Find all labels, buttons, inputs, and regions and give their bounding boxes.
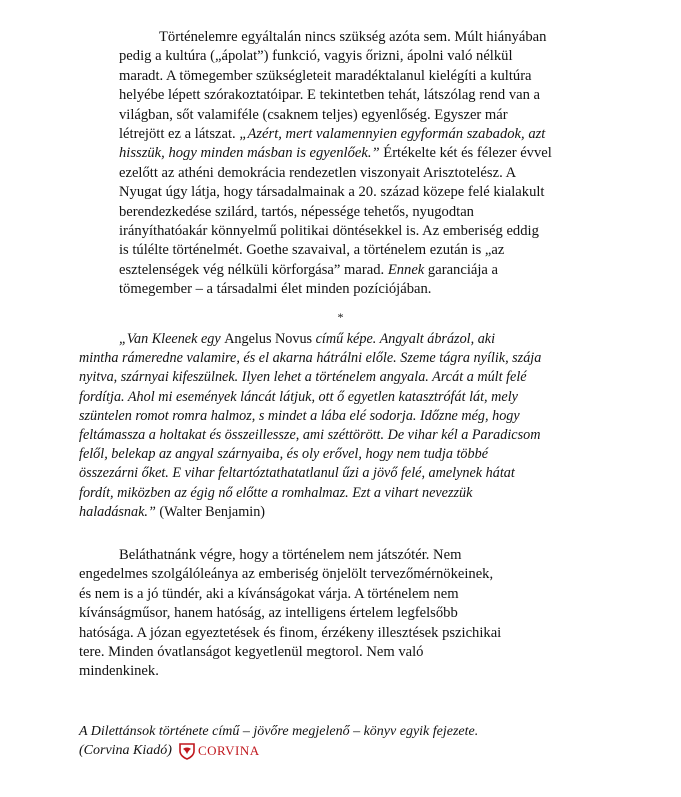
text-line: is túlélte történelmét. Goethe szavaival, a történelem ezután is „az [119,242,505,259]
text-line: engedelmes szolgálóleánya az emberiség önjelölt tervezőmérnökeinek, [79,566,494,583]
text-line: irányíthatóakár könnyelmű politikai döntésekkel is. Az emberiség eddig [119,223,539,240]
text-line: felől, belekap az angyal szárnyaiba, és oly erővel, hogy nem tudja többé [79,446,488,463]
corvina-logo [178,741,260,760]
text-line [79,144,599,163]
text-segment: Értékelte két és félezer évvel [379,145,552,162]
text-segment: „Van Kleenek egy [119,331,225,347]
text-segment: haladásnak.” [79,503,156,520]
text-line: nyitva, szárnyai kifeszülnek. Ilyen lehet a történelem angyala. Arcát a múlt felé [79,369,527,386]
corvina-shield-icon [178,742,196,760]
text-line: tömegember – a társadalmi élet minden pozíciójában. [119,281,432,298]
text-line: mindenkinek. [79,663,159,680]
text-line [79,261,599,280]
footnote-line: A Dilettánsok története című – jövőre megjelenő – könyv egyik fejezete. [79,724,479,739]
aristotle-quote: „Azért, mert valamennyien egyformán szabadok, azt [239,126,546,143]
quote-attribution: (Walter Benjamin) [155,503,266,520]
benjamin-quote [79,330,599,522]
text-line [79,503,599,522]
text-line [79,330,599,349]
book-footnote [79,722,639,760]
text-line: ezelőtt az athéni demokrácia rendezetlen viszonyait Arisztotelész. A [119,164,517,181]
text-segment: létrejött ez a látszat. [119,126,236,143]
text-segment: című képe. Angyalt ábrázol, aki [312,331,496,347]
angelus-novus-title: Angelus Novus [224,331,313,347]
text-line: Nyugat úgy látja, hogy társadalmainak a 20. század közepe felé kialakult [119,184,545,201]
text-segment: garanciája a [424,261,499,278]
text-line: tere. Minden óvatlanságot kegyetlenül megtorol. Nem való [79,644,424,661]
paragraph-intro [79,28,599,300]
footnote-line [79,741,639,760]
text-segment: esztelenségek vég nélküli körforgása” marad. [119,261,385,278]
text-line: Történelemre egyáltalán nincs szükség azóta sem. Múlt hiányában [159,29,547,45]
text-line: maradt. A tömegember szükségleteit maradéktalanul kielégíti a kultúra [119,67,532,84]
paragraph-conclusion [79,546,599,682]
ennek-word: Ennek [387,261,425,278]
text-line: helyébe lépett szórakoztatóipar. E tekintetben tehát, látszólag rend van a [119,87,541,104]
text-line: fordítja. Ahol mi események láncát látjuk, ott ő egyetlen katasztrófát lát, mely [79,388,518,405]
text-line: berendezkedése szilárd, tartós, népessége tehetős, nyugodtan [119,203,474,220]
text-line: szüntelen romot romra halmoz, s mindet a lába elé sodorja. Időzne még, hogy [79,407,520,424]
text-line: hatósága. A józan egyeztetések és finom, érzékeny illesztések pszichikai [79,624,502,641]
text-line: fordít, miközben az égig nő előtte a romhalmaz. Ezt a vihart nevezzük [79,484,473,501]
text-line: Beláthatnánk végre, hogy a történelem nem játszótér. Nem [119,547,462,563]
text-line: mintha rámeredne valamire, és el akarna hátrálni előle. Szeme tágra nyílik, szája [79,350,542,367]
text-line: kívánságműsor, hanem hatóság, az intelligens értelem legfelsőbb [79,605,458,622]
text-line [79,125,599,144]
text-line: világban, sőt valamiféle (csaknem teljes) egyenlőség. Egyszer már [119,106,508,123]
section-separator: * [337,310,344,324]
corvina-logo-text: CORVINA [197,743,260,759]
text-line: pedig a kultúra („ápolat”) funkció, vagyis őrizni, ápolni való nélkül [119,48,513,65]
text-line: feltámassza a holtakat és összeillessze, ami széttörött. De vihar kél a Paradicsom [79,427,541,444]
publisher-name: (Corvina Kiadó) [79,743,172,758]
aristotle-quote-cont: hisszük, hogy minden másban is egyenlőek.” [119,145,380,162]
text-line: összezárni őket. E vihar feltartóztathatatlanul űzi a jövő felé, amelynek hátat [79,465,515,482]
text-line: és nem is a jó tündér, aki a kívánságokat várja. A történelem nem [79,585,459,602]
